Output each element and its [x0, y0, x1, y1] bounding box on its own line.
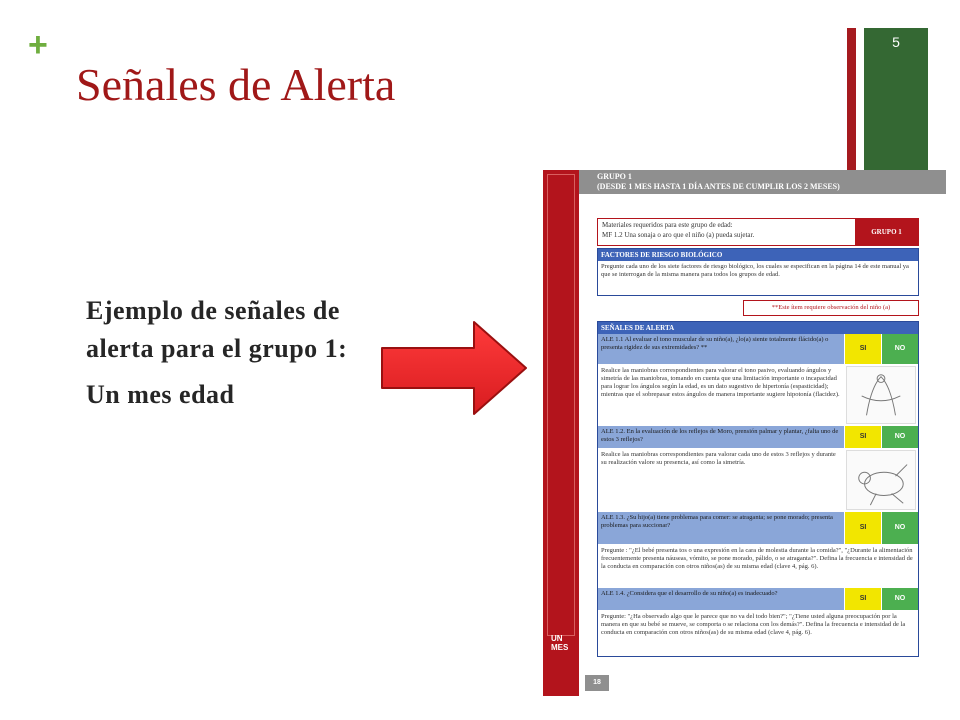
alert-question: ALE 1.3. ¿Su hijo(a) tiene problemas para comer: se atraganta; se pone morado; presenta problemas para succionar? — [598, 512, 844, 544]
document-header-line2: (DESDE 1 MES HASTA 1 DÍA ANTES DE CUMPLIR LOS 2 MESES) — [597, 182, 840, 191]
alert-item-row — [598, 334, 918, 364]
no-cell: NO — [882, 588, 918, 610]
alert-item-row — [598, 512, 918, 544]
page-number: 5 — [892, 34, 900, 50]
alert-question: ALE 1.4. ¿Considera que el desarrollo de su niño(a) es inadecuado? — [598, 588, 844, 610]
infant-illustration-icon — [846, 366, 916, 424]
alert-item-row — [598, 426, 918, 448]
risk-factors-box — [597, 248, 919, 296]
no-cell: NO — [882, 334, 918, 364]
risk-factors-title: FACTORES DE RIESGO BIOLÓGICO — [598, 249, 918, 261]
document-image — [543, 170, 946, 696]
yes-cell: SI — [845, 512, 881, 544]
alert-description: Realice las maniobras correspondientes para valorar el tono pasivo, evaluando ángulos y simetría de las maniobras, tomando en cuenta que una limitación importante o incapacidad para lograr los ángulos según la edad, es un dato sugestivo de hipertonía (espasticidad); mientras que el sobrepasar estos ángulos de manera importante sugiere hipotonía (flacidez). — [601, 367, 840, 398]
alert-description: Pregunte : "¿El bebé presenta tos o una expresión en la cara de molestia durante la comida?", "¿Durante la alimentación frecuentemente presenta náuseas, vómito, se pone morado, pálido, o se atraganta?". Defina la frecuencia e intensidad de la conducta en comparación con otros niños(as) de su misma edad (clave 4, pág. 6). — [601, 547, 913, 570]
document-page-number: 18 — [585, 675, 609, 691]
alert-description: Pregunte: "¿Ha observado algo que le parece que no va del todo bien?"; "¿Tiene usted alguna preocupación por la manera en que su bebé se mueve, se comporta o se relaciona con los demás?". Defina la frecuencia e intensidad de la conducta en comparación con otros niños(as) de su misma edad (clave 4, pág. 6). — [601, 613, 906, 636]
slide-body — [86, 292, 376, 414]
document-header — [579, 170, 946, 194]
group-label: GRUPO 1 — [855, 219, 918, 245]
yes-cell: SI — [845, 426, 881, 448]
materials-line2: MF 1.2 Una sonaja o aro que el niño (a) pueda sujetar. — [602, 231, 755, 239]
plus-icon: + — [28, 26, 48, 64]
materials-line1: Materiales requeridos para este grupo de edad: — [602, 221, 733, 229]
document-header-line1: GRUPO 1 — [597, 172, 632, 181]
document-side-band — [543, 170, 579, 696]
alert-item-row — [598, 588, 918, 610]
observation-note: **Este ítem requiere observación del niño (a) — [743, 300, 919, 316]
yes-cell: SI — [845, 588, 881, 610]
infant-reflex-illustration-icon — [846, 450, 916, 510]
body-line-1: Ejemplo de señales de alerta para el grupo 1: — [86, 296, 348, 363]
alert-question: ALE 1.1 Al evaluar el tono muscular de su niño(a), ¿lo(a) siente totalmente flácido(a) o presenta rigidez de sus extremidades? ** — [598, 334, 844, 364]
yes-cell: SI — [845, 334, 881, 364]
no-cell: NO — [882, 512, 918, 544]
accent-bar-red — [847, 28, 856, 173]
materials-box — [597, 218, 919, 246]
alert-signs-title: SEÑALES DE ALERTA — [598, 322, 918, 334]
alert-signs-box — [597, 321, 919, 657]
right-arrow-icon — [378, 318, 530, 418]
no-cell: NO — [882, 426, 918, 448]
alert-description: Realice las maniobras correspondientes para valorar cada uno de estos 3 reflejos y durante su realización valore su presencia, así como la simetría. — [601, 451, 836, 466]
document-side-label: UN MES — [551, 634, 569, 652]
risk-factors-text: Pregunte cada uno de los siete factores de riesgo biológico, los cuales se especifican en la página 14 de este manual ya que se interrogan de la misma manera para todos los grupos de edad. — [601, 263, 909, 278]
body-line-2: Un mes edad — [86, 380, 235, 409]
slide-title: Señales de Alerta — [76, 59, 396, 110]
alert-question: ALE 1.2. En la evaluación de los reflejos de Moro, prensión palmar y plantar, ¿falta uno de estos 3 reflejos? — [598, 426, 844, 448]
